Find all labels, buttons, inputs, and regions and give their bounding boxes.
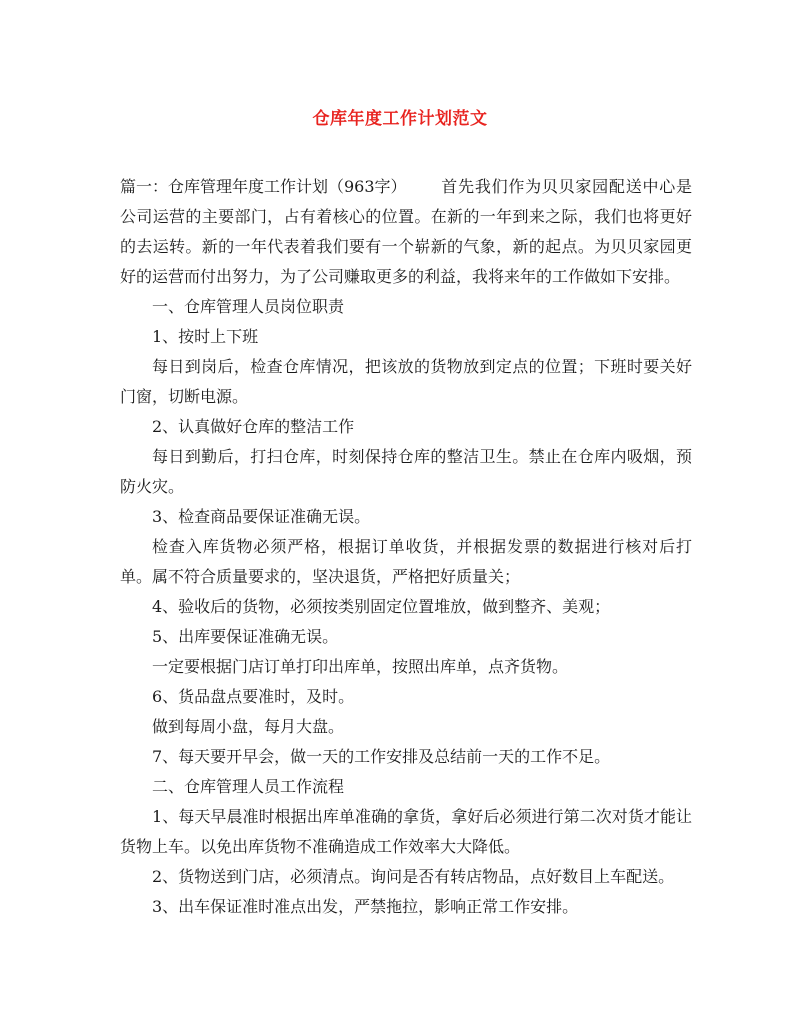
item-heading: 3、检查商品要保证准确无误。 <box>152 507 371 526</box>
body-paragraph: 一定要根据门店订单打印出库单，按照出库单，点齐货物。 <box>152 657 569 676</box>
body-paragraph: 每日到岗后，检查仓库情况，把该放的货物放到定点的位置；下班时要关好门窗，切断电源。 <box>120 357 692 406</box>
intro-heading: 篇一：仓库管理年度工作计划（963字） <box>120 177 407 196</box>
item-heading: 6、货品盘点要准时，及时。 <box>152 687 355 706</box>
item-heading: 5、出库要保证准确无误。 <box>152 627 339 646</box>
document-title: 仓库年度工作计划范文 <box>312 109 488 129</box>
body-paragraph: 每日到勤后，打扫仓库，时刻保持仓库的整洁卫生。禁止在仓库内吸烟，预防火灾。 <box>120 447 692 496</box>
section-heading: 一、仓库管理人员岗位职责 <box>152 297 345 316</box>
body-paragraph: 做到每周小盘，每月大盘。 <box>152 717 345 736</box>
body-paragraph: 3、出车保证准时准点出发，严禁拖拉，影响正常工作安排。 <box>152 897 579 916</box>
item-heading: 4、验收后的货物，必须按类别固定位置堆放，做到整齐、美观； <box>152 597 611 616</box>
body-paragraph: 检查入库货物必须严格，根据订单收货，并根据发票的数据进行核对后打单。属不符合质量要求的，坚决退货，严格把好质量关； <box>120 537 692 586</box>
intro-body: 首先我们作为贝贝家园配送中心是公司运营的主要部门，占有着核心的位置。在新的一年到来之际，我们也将更好的去运转。新的一年代表着我们要有一个崭新的气象，新的起点。为贝贝家园更好的运营而付出努力，为了公司赚取更多的利益，我将来年的工作做如下安排。 <box>120 177 692 286</box>
section-heading: 二、仓库管理人员工作流程 <box>152 777 345 796</box>
body-paragraph: 2、货物送到门店，必须清点。询问是否有转店物品，点好数目上车配送。 <box>152 867 675 886</box>
item-heading: 2、认真做好仓库的整洁工作 <box>152 417 355 436</box>
body-paragraph: 1、每天早晨准时根据出库单准确的拿货，拿好后必须进行第二次对货才能让货物上车。以免出库货物不准确造成工作效率大大降低。 <box>120 807 692 856</box>
item-heading: 7、每天要开早会，做一天的工作安排及总结前一天的工作不足。 <box>152 747 611 766</box>
intro-paragraph <box>120 172 692 292</box>
item-heading: 1、按时上下班 <box>152 327 259 346</box>
